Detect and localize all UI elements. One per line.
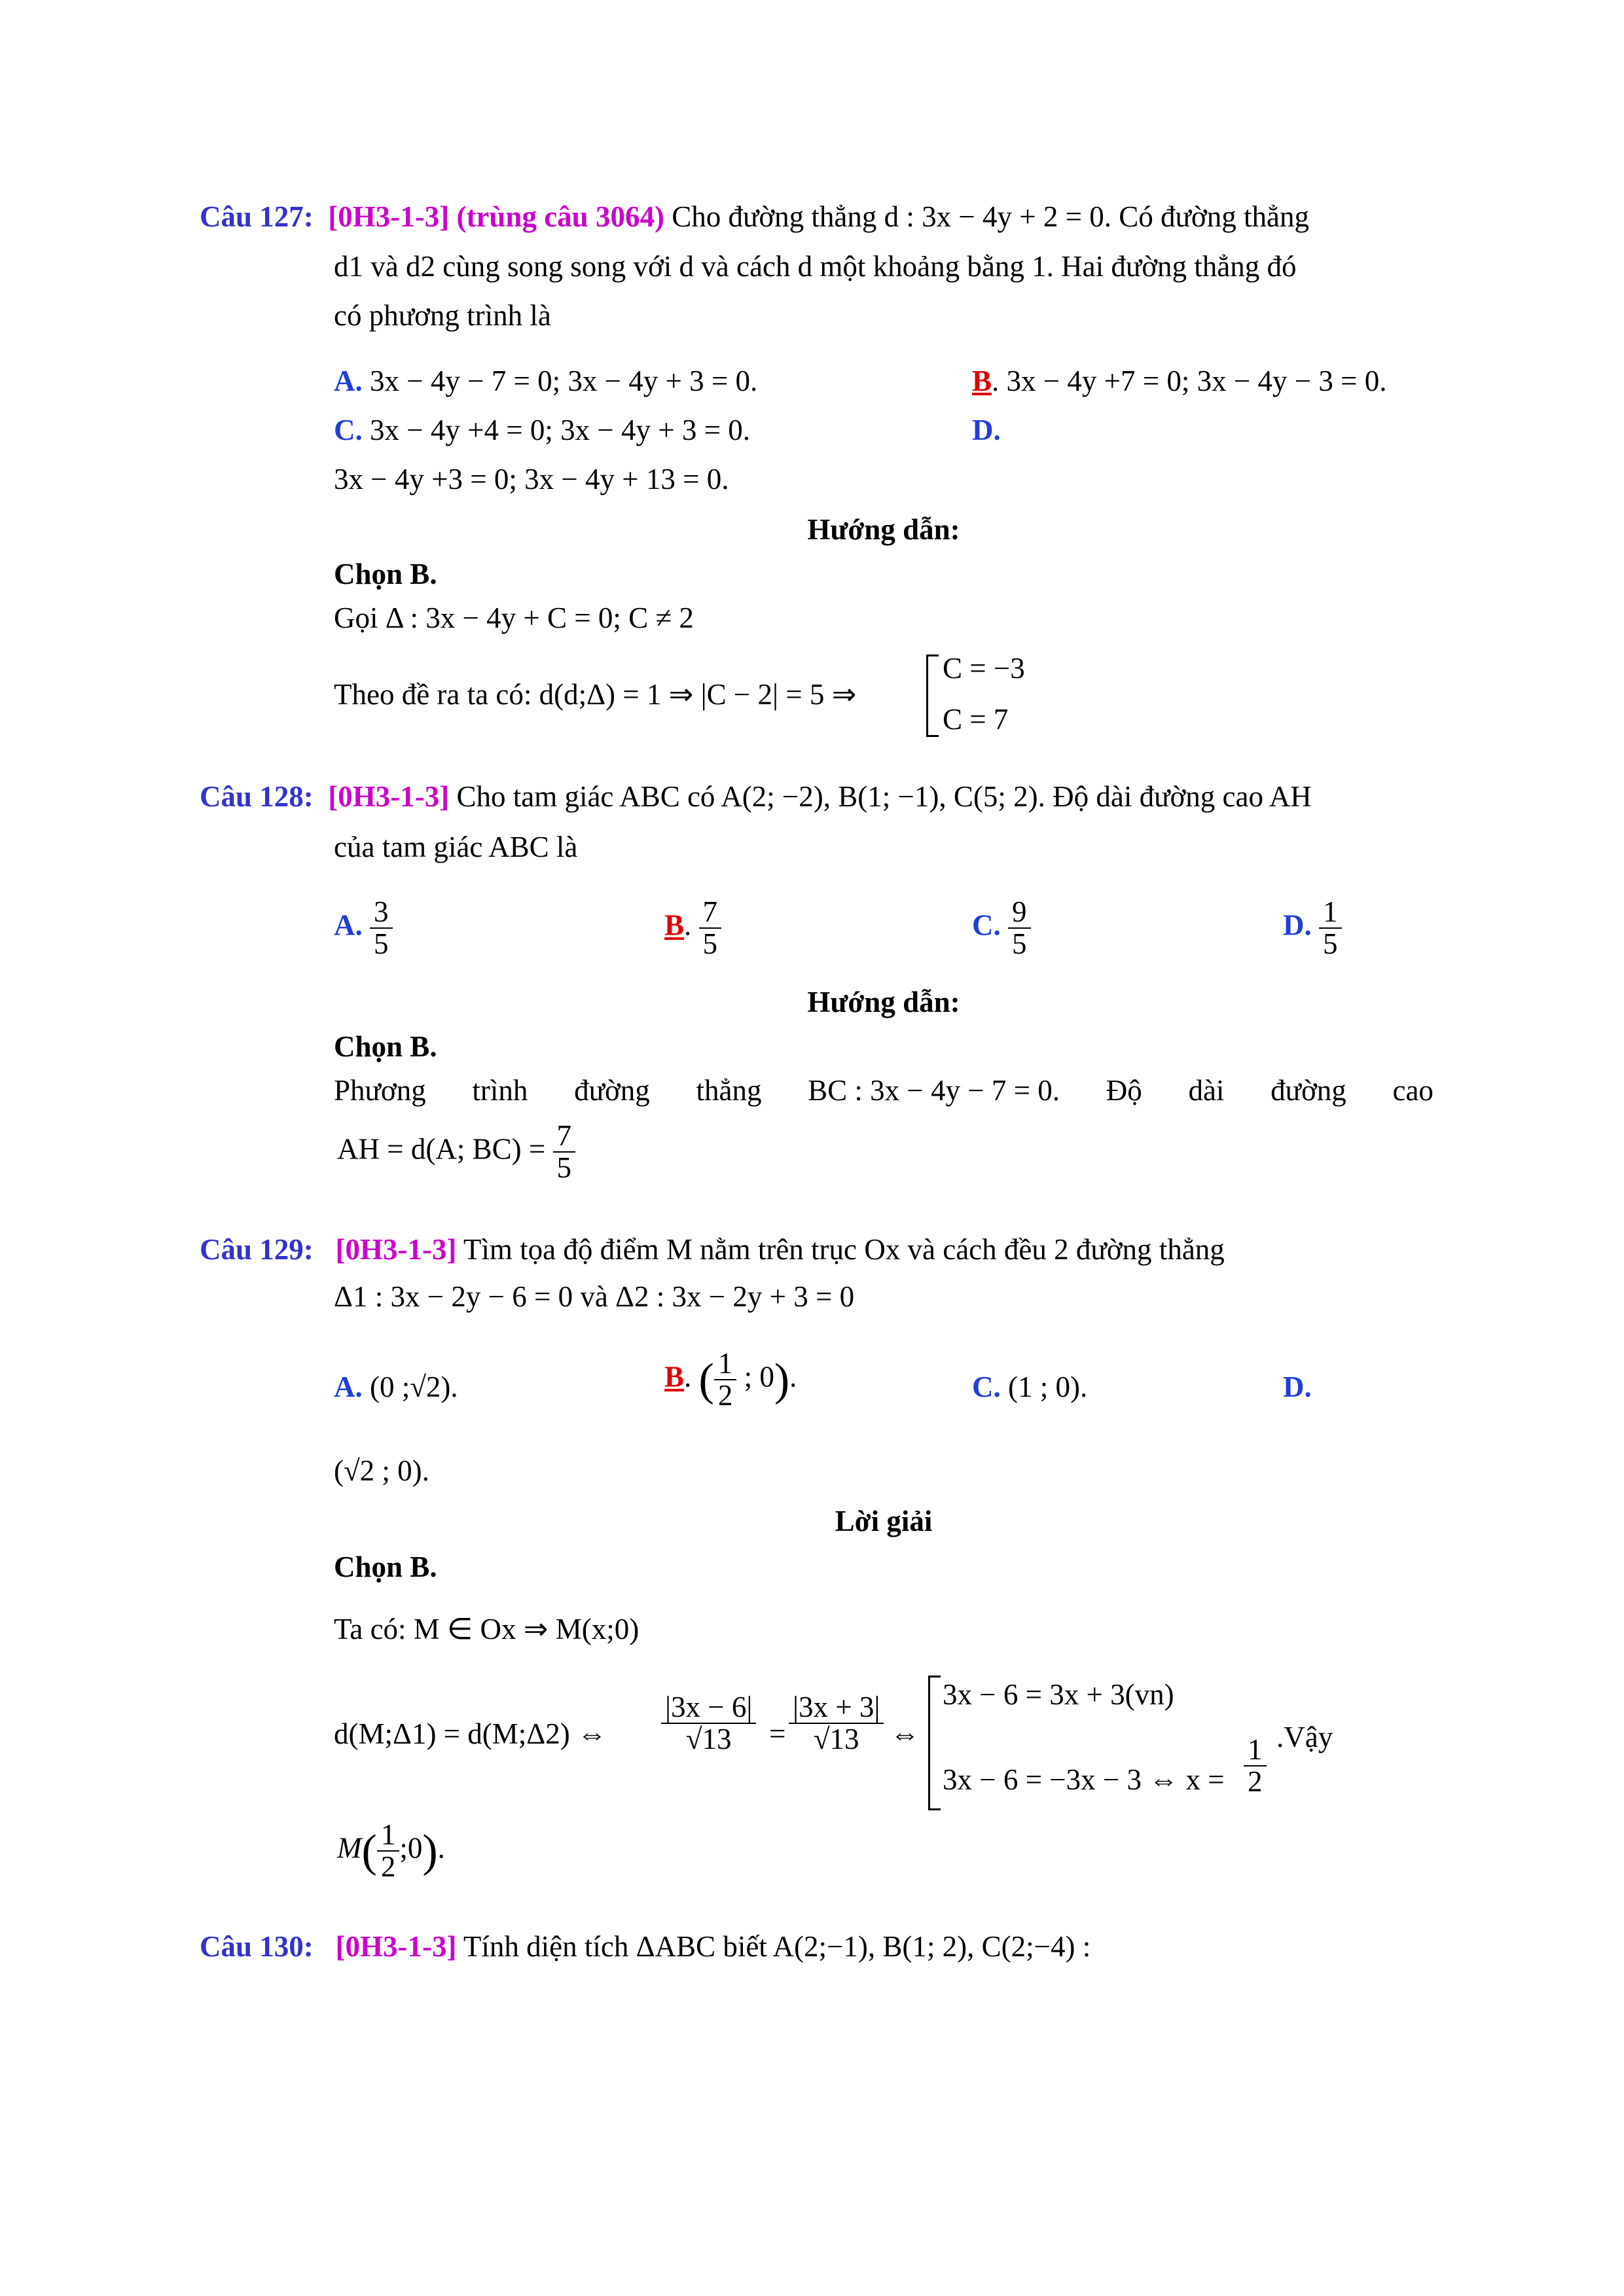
q127-tag: [0H3-1-3] (trùng câu 3064) (328, 200, 664, 233)
q129-case-bracket (928, 1676, 941, 1810)
q127-line3: có phương trình là (334, 299, 551, 332)
q127-option-d[interactable] (972, 411, 1001, 450)
q128-solution-line2: AH = d(A; BC) = $\frac{7}{5}$ (337, 1121, 575, 1184)
q129-option-a-letter: A. (334, 1371, 363, 1403)
q128-solution-line1: Phương trình đường thẳng BC : 3x − 4y − 7 = 0. Độ dài đường cao (334, 1074, 1434, 1107)
q127-line2: d1 và d2 cùng song song với d và cách d một khoảng bằng 1. Hai đường thẳng đó (334, 250, 1297, 283)
q129-option-a-text: (0 ;√2). (370, 1371, 458, 1403)
q127-option-d-letter: D. (972, 414, 1001, 446)
q129-option-d-letter: D. (1283, 1371, 1312, 1403)
q129-solution-heading: Lời giải (835, 1505, 933, 1537)
q129-option-a[interactable] (334, 1368, 458, 1407)
q129-final-m: M( $\frac{1}{2}$ ;0). (337, 1818, 445, 1884)
q128-option-d-letter: D. (1283, 908, 1312, 942)
q127-option-c-text: 3x − 4y +4 = 0; 3x − 4y + 3 = 0. (370, 414, 751, 446)
q127-label: Câu 127: (200, 200, 314, 233)
q129-eq-iff: ⇔ (890, 1717, 920, 1750)
q128-tag: [0H3-1-3] (328, 780, 450, 813)
q127-option-c[interactable] (334, 411, 750, 450)
q128-option-c-letter: C. (972, 908, 1001, 942)
q130-tag: [0H3-1-3] (335, 1930, 457, 1963)
q129-line1 (200, 1230, 1225, 1269)
q129-case1: 3x − 6 = 3x + 3(vn) (943, 1678, 1174, 1711)
q127-case1: C = −3 (943, 652, 1025, 685)
q128-option-a-letter: A. (334, 908, 363, 942)
q128-option-b[interactable]: B. $\frac{7}{5}$ (664, 897, 721, 960)
q127-option-d-text: 3x − 4y +3 = 0; 3x − 4y + 13 = 0. (334, 463, 729, 495)
q127-case-bracket (926, 655, 939, 737)
q127-option-c-letter: C. (334, 414, 363, 446)
q130-text: Tính diện tích ΔABC biết A(2;−1), B(1; 2), C(2;−4) : (463, 1930, 1091, 1963)
q127-option-b-text: . 3x − 4y +7 = 0; 3x − 4y − 3 = 0. (992, 365, 1387, 397)
q129-eq-equals: = (769, 1717, 786, 1750)
q127-option-a-letter: A. (334, 365, 363, 397)
q129-option-c-text: (1 ; 0). (1008, 1371, 1088, 1403)
q128-option-a[interactable] (334, 897, 393, 960)
q129-line1-text: Tìm tọa độ điểm M nằm trên trục Ox và cách đều 2 đường thẳng (463, 1233, 1225, 1266)
q129-vay: .Vậy (1276, 1721, 1333, 1753)
q130-line1 (200, 1928, 1091, 1966)
q129-taco: Ta có: M ∈ Ox ⇒ M(x;0) (334, 1613, 640, 1645)
q128-option-c-fraction: $\frac{9}{5}$ (1008, 897, 1031, 960)
q128-option-d[interactable] (1283, 897, 1342, 960)
q127-option-b-letter: B (972, 365, 992, 397)
q127-line1-text: Cho đường thẳng d : 3x − 4y + 2 = 0. Có đường thẳng (672, 200, 1309, 233)
q127-guide-heading: Hướng dẫn: (807, 513, 960, 546)
q127-choose: Chọn B. (334, 558, 437, 590)
q129-option-d-text: (√2 ; 0). (334, 1454, 429, 1487)
q128-option-a-fraction: $\frac{3}{5}$ (370, 897, 393, 960)
q129-option-b[interactable]: B. ( $\frac{1}{2}$ ; 0). (664, 1347, 797, 1412)
q129-tag: [0H3-1-3] (335, 1233, 457, 1266)
q129-option-d[interactable] (1283, 1368, 1312, 1407)
q129-option-b-letter: B (664, 1360, 685, 1393)
q129-case2: 3x − 6 = −3x − 3 ⇔ x = (943, 1763, 1225, 1796)
q129-eq-left: d(M;Δ1) = d(M;Δ2) ⇔ (334, 1717, 607, 1750)
q128-option-d-fraction: $\frac{1}{5}$ (1319, 897, 1342, 960)
q127-theo: Theo đề ra ta có: d(d;Δ) = 1 ⇒ |C − 2| = 5 ⇒ (334, 678, 857, 711)
q128-option-b-fraction: $\frac{7}{5}$ (699, 897, 722, 960)
q128-guide-heading: Hướng dẫn: (807, 986, 960, 1018)
q128-label: Câu 128: (200, 780, 314, 813)
q127-line1 (200, 198, 1309, 236)
q129-option-c[interactable] (972, 1368, 1087, 1407)
q127-option-a-text: 3x − 4y − 7 = 0; 3x − 4y + 3 = 0. (370, 365, 758, 397)
q127-call: Gọi Δ : 3x − 4y + C = 0; C ≠ 2 (334, 601, 694, 634)
q128-line1-text: Cho tam giác ABC có A(2; −2), B(1; −1), C(5; 2). Độ dài đường cao AH (456, 780, 1312, 813)
q129-eq-fraction1: $\frac{|3x - 6|}{√13}$ (661, 1692, 756, 1755)
q129-label: Câu 129: (200, 1233, 314, 1266)
q128-option-c[interactable] (972, 897, 1031, 960)
q127-option-a[interactable] (334, 362, 757, 401)
q129-case2-fraction: $\frac{1}{2}$ (1244, 1734, 1267, 1798)
q128-choose: Chọn B. (334, 1030, 437, 1063)
q130-label: Câu 130: (200, 1930, 314, 1963)
q129-eq-fraction2: $\frac{|3x + 3|}{√13}$ (789, 1692, 884, 1755)
q127-option-b[interactable] (972, 362, 1387, 401)
q128-line1 (200, 778, 1312, 816)
q127-case2: C = 7 (943, 703, 1009, 736)
q129-option-c-letter: C. (972, 1371, 1001, 1403)
q129-line2: Δ1 : 3x − 2y − 6 = 0 và Δ2 : 3x − 2y + 3 = 0 (334, 1280, 855, 1313)
q128-line2: của tam giác ABC là (334, 831, 578, 863)
q128-option-b-letter: B (664, 908, 685, 942)
q129-choose: Chọn B. (334, 1551, 437, 1583)
